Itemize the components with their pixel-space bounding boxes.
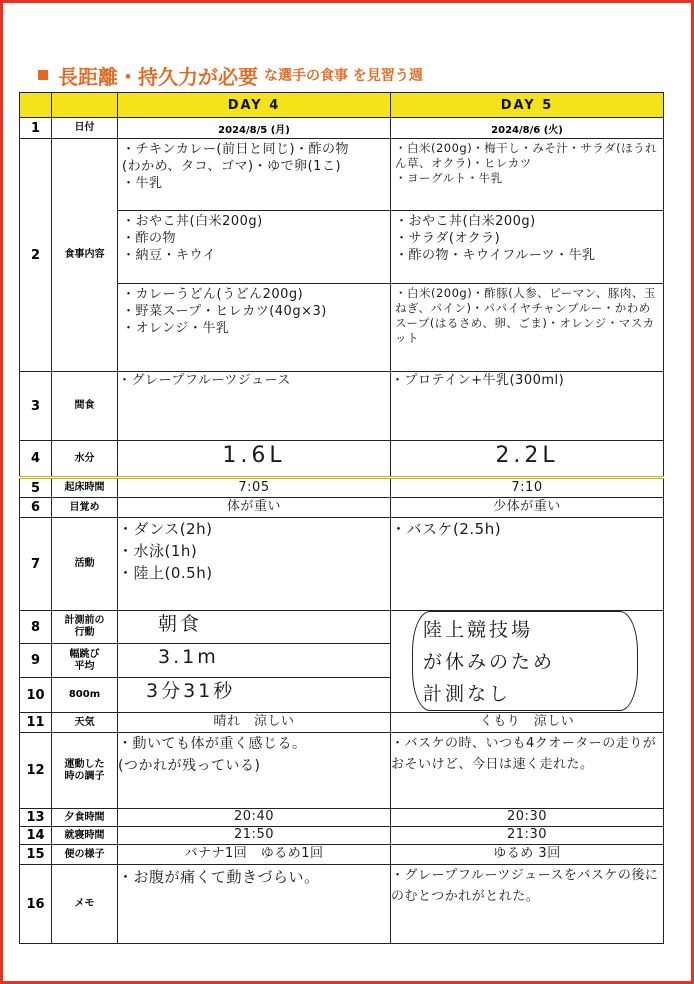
square-bullet-icon — [38, 70, 48, 80]
water-day5: 2.2L — [391, 441, 664, 478]
table-row: 15 便の様子 バナナ1回 ゆるめ1回 ゆるめ 3回 — [20, 845, 664, 865]
bedtime-day5: 21:30 — [391, 827, 664, 845]
dinner-day4: ・カレーうどん(うどん200g) ・野菜スープ・ヒレカツ(40g×3) ・オレンジ・牛乳 — [122, 287, 327, 336]
snack-day5: ・プロテイン+牛乳(300ml) — [391, 372, 664, 441]
water-day4: 1.6L — [118, 441, 391, 478]
dinner-time-day5: 20:30 — [391, 809, 664, 827]
pre-measure-action-day4: 朝食 — [118, 611, 391, 644]
table-row: 6 目覚め 体が重い 少体が重い — [20, 498, 664, 518]
table-row: 5 起床時間 7:05 7:10 — [20, 478, 664, 498]
condition-day5: ・バスケの時、いつも4クオーターの走りがおそいけど、今日は速く走れた。 — [391, 733, 664, 809]
table-row: 8 計測前の 行動 朝食 — [20, 611, 664, 644]
table-row: 1 日付 2024/8/5 (月) 2024/8/6 (火) — [20, 118, 664, 139]
activity-day4: ・ダンス(2h) ・水泳(1h) ・陸上(0.5h) — [118, 518, 391, 611]
date-day4: 2024/8/5 (月) — [118, 118, 391, 139]
activity-day5: ・バスケ(2.5h) — [391, 518, 664, 611]
weather-day5: くもり 涼しい — [391, 713, 664, 733]
breakfast-day4: ・チキンカレー(前日と同じ)・酢の物 (わかめ、タコ、ゴマ)・ゆで卵(1こ) ・牛乳 — [118, 139, 390, 211]
snack-day4: ・グレープフルーツジュース — [118, 372, 391, 441]
table-row: 2 食事内容 ・チキンカレー(前日と同じ)・酢の物 (わかめ、タコ、ゴマ)・ゆで卵(1こ) ・牛乳 ・おやこ丼(白米200g) ・酢の物 ・納豆・キウイ ・カレーうどん(うどん200g) ・野菜スープ・ヒレカツ(40g×3) ・オレンジ・牛乳 ・白米(200g)・梅干し・みそ汁・サラダ(ほうれん草、オクラ)・ヒレカツ ・ヨーグルト・牛乳 ・おやこ丼(白米200g) ・サラダ(オクラ) ・酢の物・キウイフルーツ・牛乳 ・白米(200g)・酢豚(人参、ピーマン、豚肉、玉ねぎ、パイン)・パパイヤチャンプルー・かわめスープ(はるさめ、卵、ごま)・オレンジ・マスカット — [20, 139, 664, 372]
page-title — [38, 60, 423, 90]
dinner-time-day4: 20:40 — [118, 809, 391, 827]
title-sub: な選手の食事 を見習う週 — [264, 68, 423, 84]
weather-day4: 晴れ 涼しい — [118, 713, 391, 733]
stool-day5: ゆるめ 3回 — [391, 845, 664, 865]
meals-day4 — [118, 139, 391, 372]
table-row: 14 就寝時間 21:50 21:30 — [20, 827, 664, 845]
table-row: 12 運動した 時の調子 ・動いても体が重く感じる。 (つかれが残っている) ・バスケの時、いつも4クオーターの走りがおそいけど、今日は速く走れた。 — [20, 733, 664, 809]
table-row: 4 水分 1.6L 2.2L — [20, 441, 664, 478]
wake-time-day5: 7:10 — [391, 478, 664, 498]
condition-day4: ・動いても体が重く感じる。 (つかれが残っている) — [118, 733, 391, 809]
wake-condition-day5: 少体が重い — [391, 498, 664, 518]
long-jump-day4: 3.1m — [118, 644, 391, 678]
table-row: 9 幅跳び 平均 3.1m — [20, 644, 664, 678]
stool-day4: バナナ1回 ゆるめ1回 — [118, 845, 391, 865]
run-800m-day4: 3分31秒 — [118, 678, 391, 713]
table-row: 10 800m 3分31秒 — [20, 678, 664, 713]
breakfast-day5: ・白米(200g)・梅干し・みそ汁・サラダ(ほうれん草、オクラ)・ヒレカツ ・ヨーグルト・牛乳 — [391, 139, 663, 211]
wake-condition-day4: 体が重い — [118, 498, 391, 518]
day4-header: DAY 4 — [118, 93, 391, 118]
table-row: 16 メモ ・お腹が痛くて動きづらい。 ・グレープフルーツジュースをバスケの後にのむとつかれがとれた。 — [20, 865, 664, 944]
lunch-day5: ・おやこ丼(白米200g) ・サラダ(オクラ) ・酢の物・キウイフルーツ・牛乳 — [391, 211, 663, 284]
no-measurement-note: 陸上競技場 が休みのため 計測なし — [412, 611, 638, 711]
table-row: 7 活動 ・ダンス(2h) ・水泳(1h) ・陸上(0.5h) ・バスケ(2.5h) — [20, 518, 664, 611]
lunch-day4: ・おやこ丼(白米200g) ・酢の物 ・納豆・キウイ — [118, 211, 390, 284]
table-row: 11 天気 晴れ 涼しい くもり 涼しい — [20, 713, 664, 733]
dinner-day5: ・白米(200g)・酢豚(人参、ピーマン、豚肉、玉ねぎ、パイン)・パパイヤチャンプルー・かわめスープ(はるさめ、卵、ごま)・オレンジ・マスカット — [395, 286, 656, 345]
title-main: 長距離・持久力が必要 — [58, 64, 258, 89]
day-header-row — [20, 93, 664, 118]
wake-time-day4: 7:05 — [118, 478, 391, 498]
bedtime-day4: 21:50 — [118, 827, 391, 845]
day5-header: DAY 5 — [391, 93, 664, 118]
date-day5: 2024/8/6 (火) — [391, 118, 664, 139]
meal-log-table — [19, 92, 664, 944]
meals-day5 — [391, 139, 664, 372]
memo-day5: ・グレープフルーツジュースをバスケの後にのむとつかれがとれた。 — [391, 865, 664, 944]
table-row: 3 間食 ・グレープフルーツジュース ・プロテイン+牛乳(300ml) — [20, 372, 664, 441]
table-row: 13 夕食時間 20:40 20:30 — [20, 809, 664, 827]
memo-day4: ・お腹が痛くて動きづらい。 — [118, 865, 391, 944]
